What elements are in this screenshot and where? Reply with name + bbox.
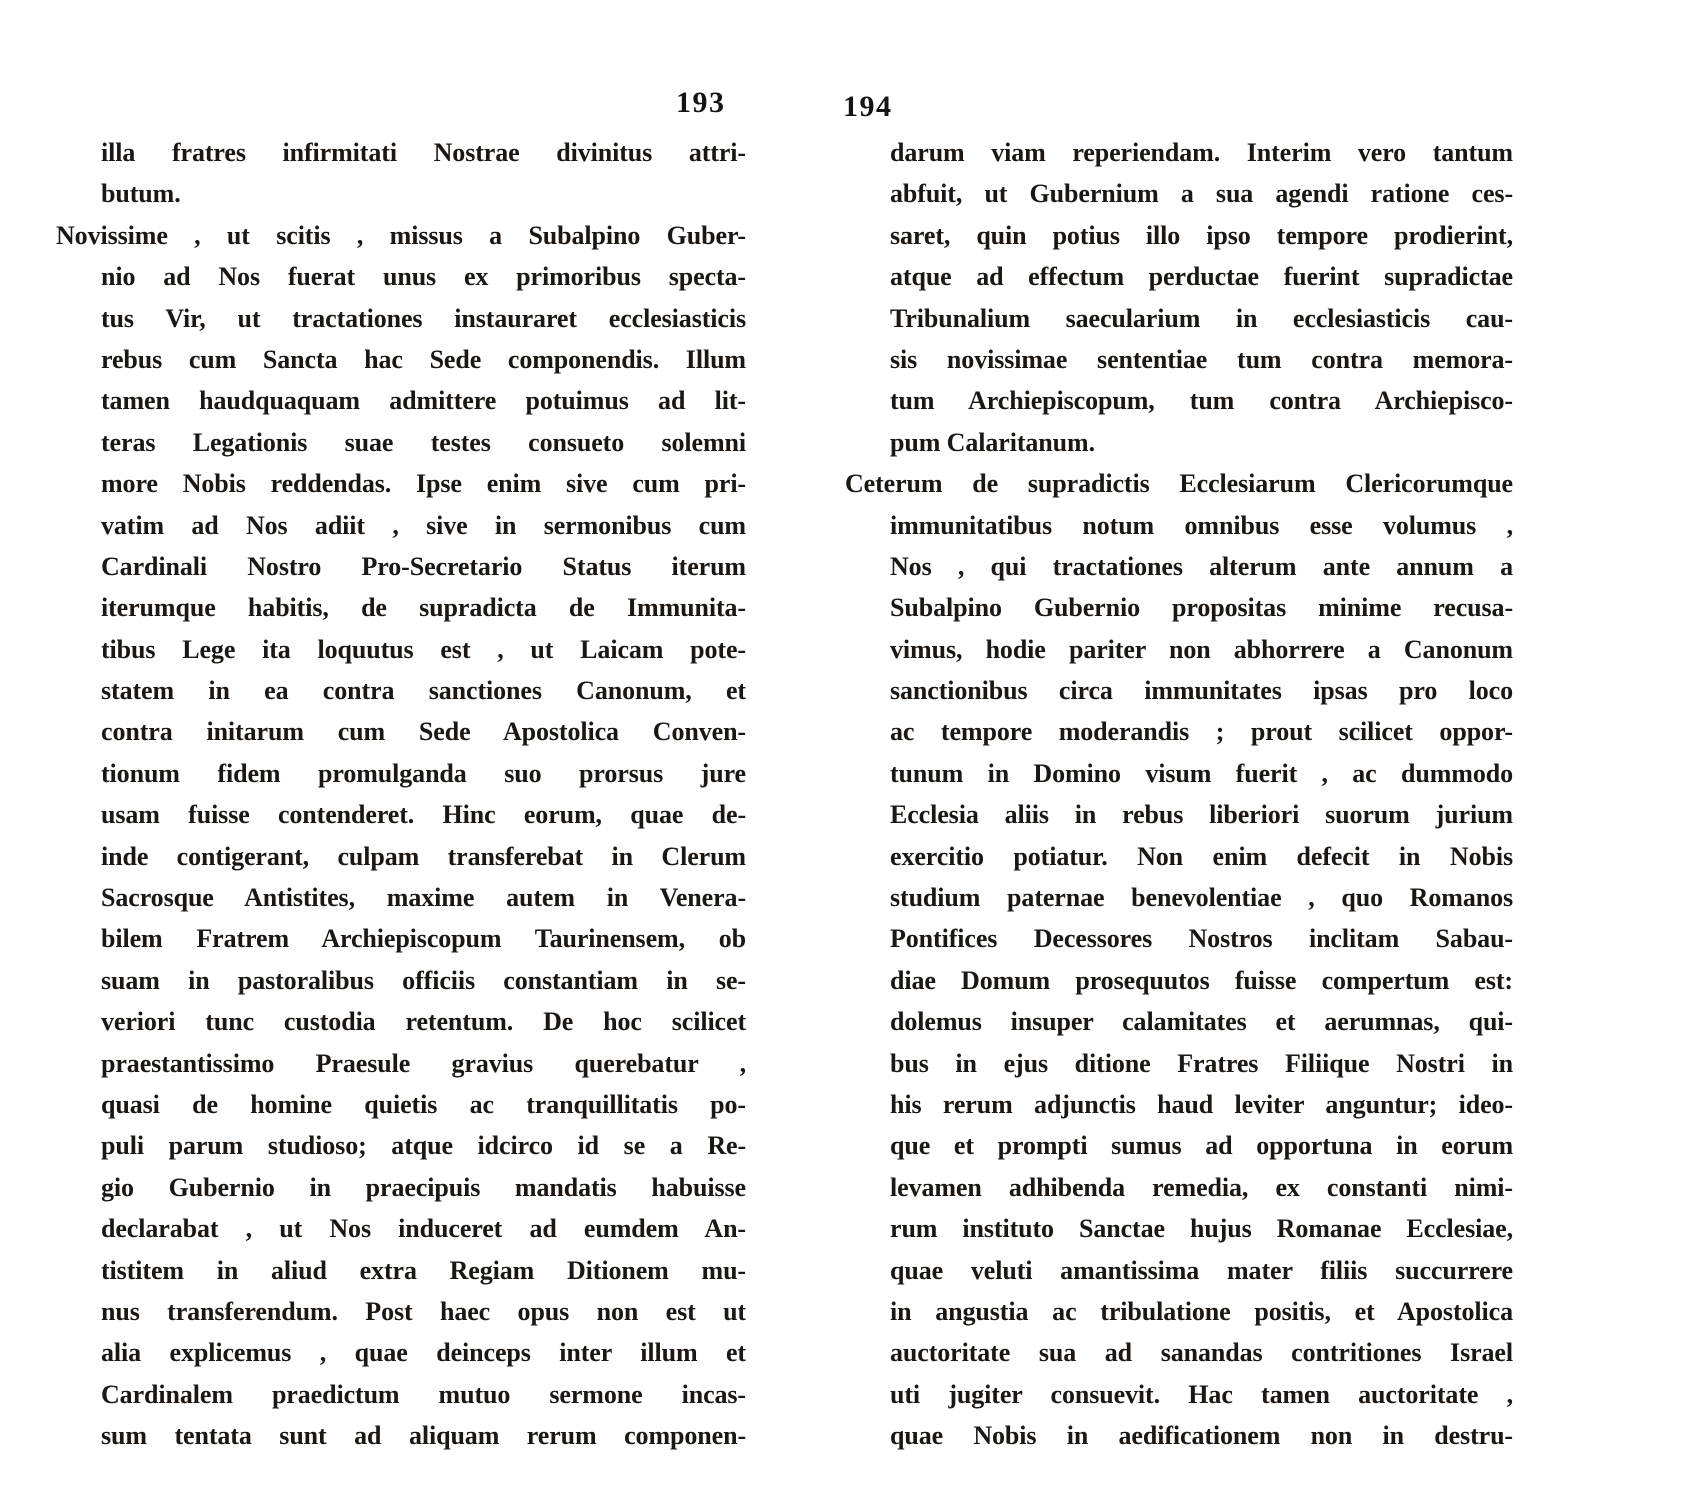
text-line: nio ad Nos fuerat unus ex primoribus specta- [101, 262, 746, 292]
text-line: vatim ad Nos adiit , sive in sermonibus cum [101, 510, 746, 540]
text-line: tionum fidem promulganda suo prorsus jure [101, 758, 746, 788]
text-line: tistitem in aliud extra Regiam Ditionem mu- [101, 1255, 746, 1285]
text-line: tunum in Domino visum fuerit , ac dummodo [890, 758, 1513, 788]
page-number-left: 193 [676, 86, 726, 119]
text-line: gio Gubernio in praecipuis mandatis habuisse [101, 1172, 746, 1202]
text-line: sum tentata sunt ad aliquam rerum componen- [101, 1421, 746, 1451]
text-line: Cardinali Nostro Pro-Secretario Status iterum [101, 551, 746, 581]
text-line: darum viam reperiendam. Interim vero tantum [890, 138, 1513, 167]
text-line: rum instituto Sanctae hujus Romanae Ecclesiae, [890, 1214, 1513, 1244]
text-line: Sacrosque Antistites, maxime autem in Venera- [101, 883, 746, 913]
text-line: inde contigerant, culpam transferebat in Clerum [101, 841, 746, 871]
text-line: in angustia ac tribulatione positis, et Apostolica [890, 1296, 1513, 1326]
text-line: declarabat , ut Nos induceret ad eumdem An- [101, 1214, 746, 1244]
text-line: butum. [101, 179, 181, 209]
text-line: suam in pastoralibus officiis constantiam in se- [101, 965, 746, 995]
text-line: Cardinalem praedictum mutuo sermone incas- [101, 1379, 746, 1409]
text-line: Ecclesia aliis in rebus liberiori suorum jurium [890, 800, 1513, 830]
text-line: studium paternae benevolentiae , quo Romanos [890, 883, 1513, 913]
text-line: tamen haudquaquam admittere potuimus ad lit- [101, 386, 746, 416]
text-line: abfuit, ut Gubernium a sua agendi ratione ces- [890, 179, 1513, 209]
page-number-right: 194 [843, 90, 893, 123]
text-line: more Nobis reddendas. Ipse enim sive cum pri- [101, 469, 746, 499]
page-left-text-column [56, 132, 746, 1457]
text-line: Subalpino Gubernio propositas minime recusa- [890, 593, 1513, 623]
text-line: quae Nobis in aedificationem non in destru- [890, 1421, 1513, 1451]
text-line: rebus cum Sancta hac Sede componendis. Illum [101, 344, 746, 374]
text-line: auctoritate sua ad sanandas contritiones Israel [890, 1338, 1513, 1368]
text-line: uti jugiter consuevit. Hac tamen auctoritate , [890, 1379, 1513, 1409]
text-line: quae veluti amantissima mater filiis succurrere [890, 1255, 1513, 1285]
text-line: tum Archiepiscopum, tum contra Archiepisco- [890, 386, 1513, 416]
page-right-text-column [845, 132, 1513, 1457]
text-line: levamen adhibenda remedia, ex constanti nimi- [890, 1172, 1513, 1202]
text-line: tus Vir, ut tractationes instauraret ecclesiasticis [101, 303, 746, 333]
text-line: immunitatibus notum omnibus esse volumus , [890, 510, 1513, 540]
text-line: atque ad effectum perductae fuerint supradictae [890, 262, 1513, 292]
text-line: dolemus insuper calamitates et aerumnas, qui- [890, 1007, 1513, 1037]
text-line: Tribunalium saecularium in ecclesiasticis cau- [890, 303, 1513, 333]
text-line: saret, quin potius illo ipso tempore prodierint, [890, 220, 1513, 250]
text-line: sanctionibus circa immunitates ipsas pro loco [890, 676, 1513, 706]
text-line: iterumque habitis, de supradicta de Immunita- [101, 593, 746, 623]
text-line: puli parum studioso; atque idcirco id se a Re- [101, 1131, 746, 1161]
text-line: pum Calaritanum. [890, 427, 1095, 457]
text-line: exercitio potiatur. Non enim defecit in Nobis [890, 841, 1513, 871]
text-line: bus in ejus ditione Fratres Filiique Nostri in [890, 1048, 1513, 1078]
text-line: teras Legationis suae testes consueto solemni [101, 427, 746, 457]
text-line: usam fuisse contenderet. Hinc eorum, quae de- [101, 800, 746, 830]
text-line: quasi de homine quietis ac tranquillitatis po- [101, 1089, 746, 1119]
text-line: Ceterum de supradictis Ecclesiarum Clericorumque [845, 469, 1513, 499]
text-line: diae Domum prosequutos fuisse compertum est: [890, 965, 1513, 995]
text-line: veriori tunc custodia retentum. De hoc scilicet [101, 1007, 746, 1037]
text-line: his rerum adjunctis haud leviter anguntur; ideo- [890, 1089, 1513, 1119]
text-line: praestantissimo Praesule gravius querebatur , [101, 1048, 746, 1078]
text-line: Pontifices Decessores Nostros inclitam Sabau- [890, 924, 1513, 954]
text-line: bilem Fratrem Archiepiscopum Taurinensem, ob [101, 924, 746, 954]
text-line: ac tempore moderandis ; prout scilicet oppor- [890, 717, 1513, 747]
text-line: que et prompti sumus ad opportuna in eorum [890, 1131, 1513, 1161]
text-line: Nos , qui tractationes alterum ante annum a [890, 551, 1513, 581]
text-line: alia explicemus , quae deinceps inter illum et [101, 1338, 746, 1368]
text-line: Novissime , ut scitis , missus a Subalpino Guber- [56, 220, 746, 250]
text-line: statem in ea contra sanctiones Canonum, et [101, 676, 746, 706]
text-line: vimus, hodie pariter non abhorrere a Canonum [890, 634, 1513, 664]
text-line: illa fratres infirmitati Nostrae divinitus attri- [101, 138, 746, 167]
text-line: contra initarum cum Sede Apostolica Conven- [101, 717, 746, 747]
text-line: nus transferendum. Post haec opus non est ut [101, 1296, 746, 1326]
text-line: sis novissimae sententiae tum contra memora- [890, 344, 1513, 374]
text-line: tibus Lege ita loquutus est , ut Laicam pote- [101, 634, 746, 664]
